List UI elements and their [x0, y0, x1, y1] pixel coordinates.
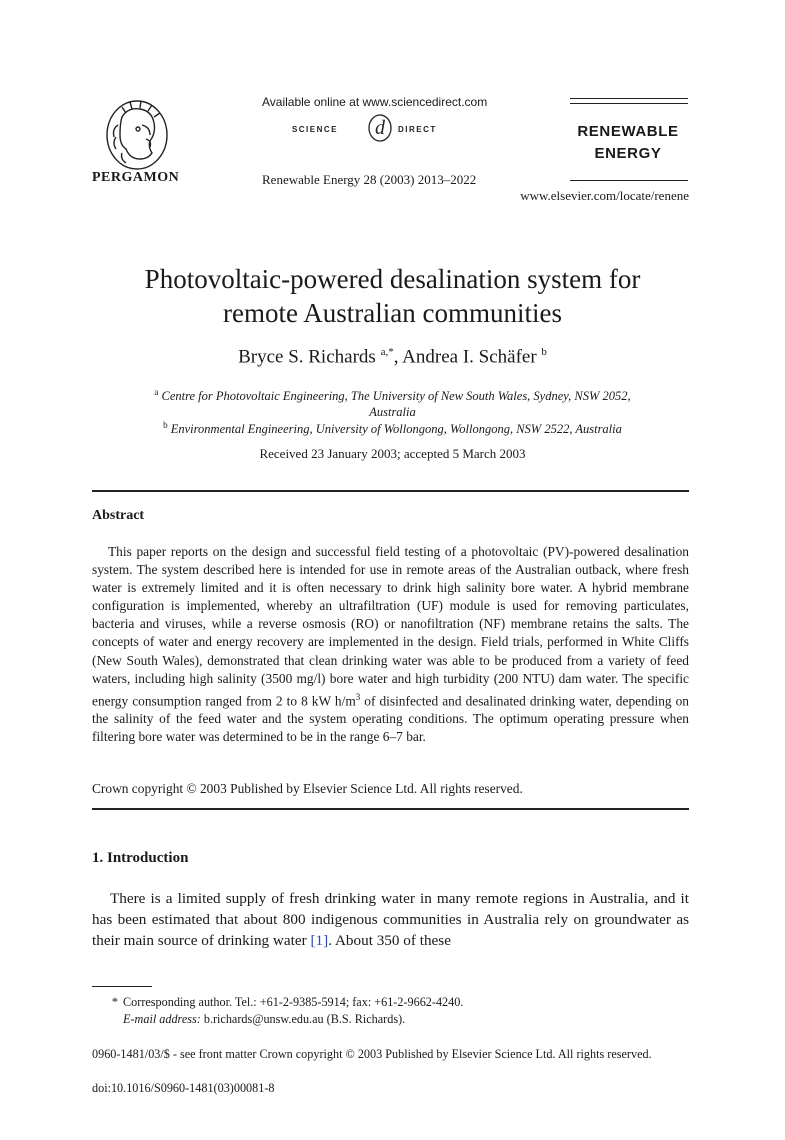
title-line-1: Photovoltaic-powered desalination system for: [144, 264, 641, 294]
sd-left-text: SCIENCE: [291, 125, 338, 134]
footnote-rule: [92, 986, 152, 987]
journal-brand-line1: RENEWABLE: [577, 123, 679, 140]
article-title: [60, 262, 725, 330]
abstract-rule-bottom: [92, 808, 689, 810]
abstract-sup: 3: [355, 691, 361, 702]
affiliation-a: [100, 384, 685, 420]
abstract-text-2: of disinfected and desalinated drinking water, depending on the salinity of the feed water and the system operating conditions. The optimum operating pressure when filtering bore water was determined to be in the range 6–7 bar.: [92, 693, 689, 745]
received-dates: Received 23 January 2003; accepted 5 March 2003: [259, 446, 526, 461]
author-2[interactable]: Andrea I. Schäfer: [402, 346, 537, 368]
author-list: [60, 346, 725, 368]
affil-a-text: Centre for Photovoltaic Engineering, The University of New South Wales, Sydney, NSW 2052,: [161, 389, 631, 404]
brand-rule-bottom: [570, 180, 688, 181]
affil-a-sup: a: [154, 387, 159, 397]
doi-link[interactable]: doi:10.1016/S0960-1481(03)00081-8: [92, 1081, 275, 1095]
title-line-2: remote Australian communities: [223, 298, 562, 328]
svg-text:d: d: [375, 117, 385, 139]
available-online-link[interactable]: Available online at www.sciencedirect.com: [262, 95, 488, 109]
reference-link-1[interactable]: [1]: [310, 932, 329, 949]
sd-right-text: DIRECT: [398, 125, 437, 134]
abstract-body: [92, 543, 689, 747]
affiliation-b: [100, 417, 685, 437]
intro-text-1: There is a limited supply of fresh drinking water in many remote regions in Australia, and it has been estimated that about 800 indigenous communities in Australia rely on groundwater as their main source of drinking water: [92, 890, 689, 949]
footnote-corresponding: [92, 994, 689, 1011]
journal-url-link[interactable]: www.elsevier.com/locate/renene: [520, 188, 689, 203]
publisher-name: PERGAMON: [92, 170, 180, 185]
affil-a-text-2: Australia: [369, 405, 416, 420]
footnote-star: *: [111, 995, 118, 1009]
abstract-text-1: This paper reports on the design and successful field testing of a photovoltaic (PV)-powered desalination system. The system described here is intended for use in remote areas of the Australian outback, where fresh water is extremely limited and it is often necessary to drink high salinity bore water. A hybrid membrane configuration is implemented, whereby an ultrafiltration (UF) module is used for removing particulates, bacteria and viruses, while a reverse osmosis (RO) or nanofiltration (NF) membrane retains the salts. The concepts of water and energy recovery are implemented in the design. Field trials, performed in White Cliffs (New South Wales), demonstrated that clean drinking water was able to be produced from a variety of feed waters, including high salinity (3500 mg/l) bore water and high turbidity (200 NTU) dam water. The specific energy consumption ranged from 2 to 8 kW h/m: [92, 544, 689, 709]
author-1[interactable]: Bryce S. Richards: [238, 346, 376, 368]
journal-citation: Renewable Energy 28 (2003) 2013–2022: [262, 172, 477, 187]
abstract-heading: Abstract: [92, 508, 145, 523]
email-label: E-mail address:: [123, 1012, 201, 1026]
email-address-link[interactable]: b.richards@unsw.edu.au (B.S. Richards).: [200, 1012, 406, 1026]
author-separator: ,: [393, 346, 403, 368]
author-1-affil-sup: a,*: [380, 346, 394, 358]
affil-b-sup: b: [163, 420, 168, 430]
footnote-corresponding-text: Corresponding author. Tel.: +61-2-9385-5914; fax: +61-2-9662-4240.: [123, 995, 464, 1009]
author-2-affil-sup: b: [541, 346, 547, 358]
footnote-email: [92, 1011, 689, 1028]
section-heading-introduction: 1. Introduction: [92, 850, 189, 866]
brand-rule-top-2: [570, 103, 688, 104]
journal-brand-line2: ENERGY: [594, 145, 662, 162]
sciencedirect-logo-icon: [291, 112, 460, 144]
introduction-body: [92, 888, 689, 951]
brand-rule-top: [570, 98, 688, 99]
intro-text-2: . About 350 of these: [328, 932, 451, 949]
issn-line: 0960-1481/03/$ - see front matter Crown copyright © 2003 Published by Elsevier Science Ltd. All rights reserved.: [92, 1047, 652, 1061]
abstract-rule-top: [92, 490, 689, 492]
affil-b-text: Environmental Engineering, University of Wollongong, Wollongong, NSW 2522, Australia: [170, 422, 622, 437]
abstract-copyright: Crown copyright © 2003 Published by Elsevier Science Ltd. All rights reserved.: [92, 781, 523, 796]
journal-brand: [566, 121, 690, 165]
